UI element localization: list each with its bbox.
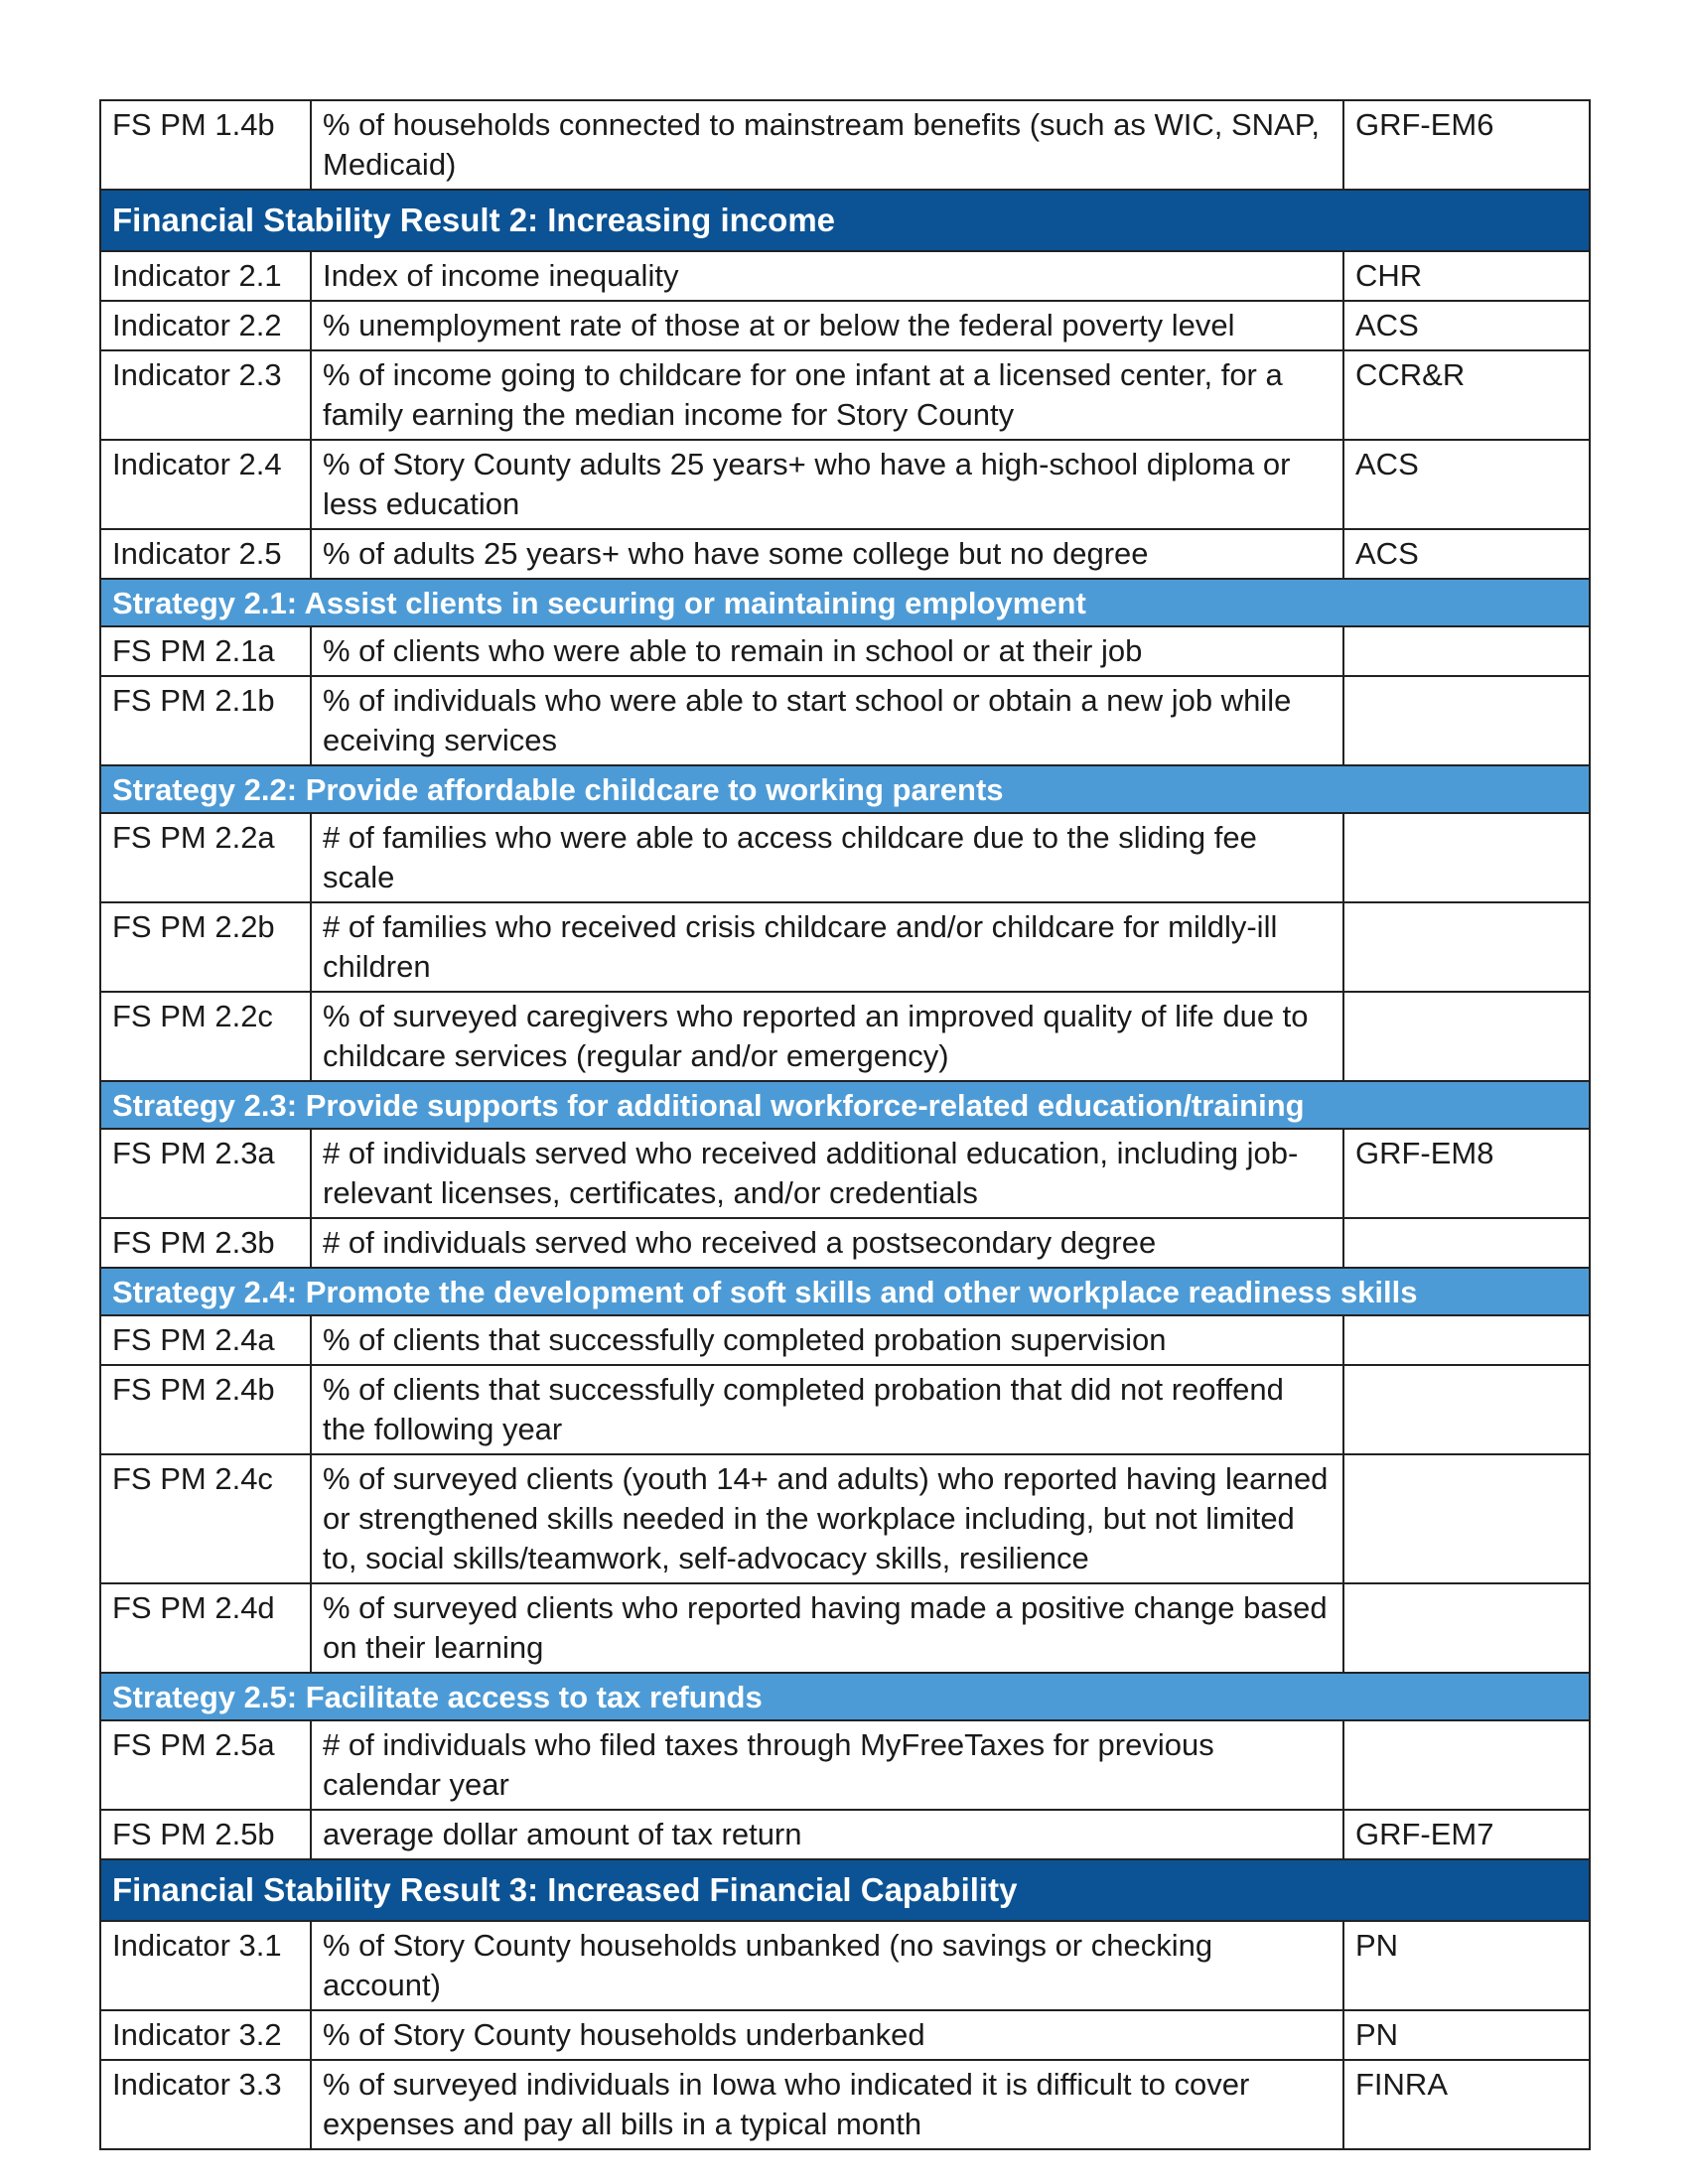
measure-id-cell: Indicator 2.2 (100, 301, 311, 350)
measure-description-cell: % of Story County households underbanked (311, 2010, 1343, 2060)
measure-id-cell: Indicator 3.3 (100, 2060, 311, 2149)
table-row (100, 2010, 1590, 2060)
measure-description-cell: # of families who were able to access childcare due to the sliding fee scale (311, 813, 1343, 902)
result-title: Financial Stability Result 3: Increased Financial Capability (100, 1859, 1590, 1921)
table-row (100, 350, 1590, 440)
data-source-cell: ACS (1343, 301, 1590, 350)
measure-id-cell: FS PM 2.4b (100, 1365, 311, 1454)
measure-id-cell: FS PM 2.2a (100, 813, 311, 902)
table-row (100, 251, 1590, 301)
data-source-cell: ACS (1343, 529, 1590, 579)
table-row (100, 813, 1590, 902)
measure-id-cell: Indicator 2.3 (100, 350, 311, 440)
measure-description-cell: % unemployment rate of those at or below the federal poverty level (311, 301, 1343, 350)
measure-id-cell: Indicator 3.1 (100, 1921, 311, 2010)
data-source-cell (1343, 1315, 1590, 1365)
data-source-cell: GRF-EM8 (1343, 1129, 1590, 1218)
measure-id-cell: FS PM 1.4b (100, 100, 311, 190)
measure-description-cell: % of surveyed clients who reported having made a positive change based on their learning (311, 1583, 1343, 1673)
measure-id-cell: FS PM 2.4a (100, 1315, 311, 1365)
table-row (100, 1129, 1590, 1218)
table-row (100, 1365, 1590, 1454)
data-source-cell: FINRA (1343, 2060, 1590, 2149)
measure-id-cell: Indicator 2.4 (100, 440, 311, 529)
data-source-cell: PN (1343, 2010, 1590, 2060)
table-row (100, 1315, 1590, 1365)
measure-id-cell: FS PM 2.5a (100, 1720, 311, 1810)
measure-id-cell: Indicator 3.2 (100, 2010, 311, 2060)
table-row (100, 1720, 1590, 1810)
measure-description-cell: Index of income inequality (311, 251, 1343, 301)
table-row (100, 676, 1590, 765)
table-row (100, 626, 1590, 676)
strategy-header-row (100, 1268, 1590, 1315)
measure-description-cell: % of adults 25 years+ who have some college but no degree (311, 529, 1343, 579)
result-header-row (100, 190, 1590, 251)
measure-description-cell: % of clients that successfully completed probation supervision (311, 1315, 1343, 1365)
table-row (100, 1454, 1590, 1583)
table-row (100, 1921, 1590, 2010)
table-row (100, 902, 1590, 992)
measure-id-cell: FS PM 2.2b (100, 902, 311, 992)
measure-description-cell: % of individuals who were able to start school or obtain a new job while eceiving services (311, 676, 1343, 765)
data-source-cell (1343, 1218, 1590, 1268)
measure-description-cell: % of clients who were able to remain in school or at their job (311, 626, 1343, 676)
data-source-cell (1343, 902, 1590, 992)
table-row (100, 1583, 1590, 1673)
data-source-cell (1343, 992, 1590, 1081)
data-source-cell: CCR&R (1343, 350, 1590, 440)
data-source-cell (1343, 1583, 1590, 1673)
data-source-cell: GRF-EM7 (1343, 1810, 1590, 1859)
measure-description-cell: # of individuals served who received a postsecondary degree (311, 1218, 1343, 1268)
data-source-cell: CHR (1343, 251, 1590, 301)
measure-description-cell: # of individuals who filed taxes through MyFreeTaxes for previous calendar year (311, 1720, 1343, 1810)
measures-table-body (100, 100, 1590, 2149)
measure-description-cell: % of Story County households unbanked (no savings or checking account) (311, 1921, 1343, 2010)
strategy-title: Strategy 2.3: Provide supports for additional workforce-related education/training (100, 1081, 1590, 1129)
measure-id-cell: FS PM 2.4d (100, 1583, 311, 1673)
result-header-row (100, 1859, 1590, 1921)
strategy-title: Strategy 2.1: Assist clients in securing or maintaining employment (100, 579, 1590, 626)
measure-id-cell: FS PM 2.1b (100, 676, 311, 765)
measure-id-cell: FS PM 2.5b (100, 1810, 311, 1859)
data-source-cell (1343, 1365, 1590, 1454)
strategy-header-row (100, 765, 1590, 813)
measures-table (99, 99, 1591, 2150)
strategy-header-row (100, 1081, 1590, 1129)
measure-id-cell: FS PM 2.3b (100, 1218, 311, 1268)
measure-id-cell: Indicator 2.1 (100, 251, 311, 301)
result-title: Financial Stability Result 2: Increasing income (100, 190, 1590, 251)
measure-description-cell: # of individuals served who received additional education, including job-relevant licenses, certificates, and/or credentials (311, 1129, 1343, 1218)
measure-description-cell: # of families who received crisis childcare and/or childcare for mildly-ill children (311, 902, 1343, 992)
strategy-header-row (100, 1673, 1590, 1720)
table-row (100, 100, 1590, 190)
data-source-cell (1343, 626, 1590, 676)
table-row (100, 2060, 1590, 2149)
data-source-cell (1343, 676, 1590, 765)
strategy-header-row (100, 579, 1590, 626)
measure-id-cell: FS PM 2.3a (100, 1129, 311, 1218)
measure-description-cell: % of clients that successfully completed probation that did not reoffend the following year (311, 1365, 1343, 1454)
measure-description-cell: average dollar amount of tax return (311, 1810, 1343, 1859)
data-source-cell (1343, 1720, 1590, 1810)
data-source-cell: GRF-EM6 (1343, 100, 1590, 190)
strategy-title: Strategy 2.4: Promote the development of soft skills and other workplace readiness skills (100, 1268, 1590, 1315)
measure-description-cell: % of Story County adults 25 years+ who have a high-school diploma or less education (311, 440, 1343, 529)
measure-id-cell: FS PM 2.1a (100, 626, 311, 676)
table-row (100, 529, 1590, 579)
measure-description-cell: % of households connected to mainstream benefits (such as WIC, SNAP, Medicaid) (311, 100, 1343, 190)
measure-description-cell: % of surveyed individuals in Iowa who indicated it is difficult to cover expenses and pay all bills in a typical month (311, 2060, 1343, 2149)
data-source-cell (1343, 813, 1590, 902)
measure-description-cell: % of surveyed clients (youth 14+ and adults) who reported having learned or strengthened skills needed in the workplace including, but not limited to, social skills/teamwork, self-advocacy skills, resilience (311, 1454, 1343, 1583)
data-source-cell: ACS (1343, 440, 1590, 529)
table-row (100, 1810, 1590, 1859)
measure-description-cell: % of income going to childcare for one infant at a licensed center, for a family earning the median income for Story County (311, 350, 1343, 440)
table-row (100, 992, 1590, 1081)
data-source-cell (1343, 1454, 1590, 1583)
table-row (100, 301, 1590, 350)
strategy-title: Strategy 2.5: Facilitate access to tax refunds (100, 1673, 1590, 1720)
data-source-cell: PN (1343, 1921, 1590, 2010)
table-row (100, 440, 1590, 529)
measure-description-cell: % of surveyed caregivers who reported an improved quality of life due to childcare services (regular and/or emergency) (311, 992, 1343, 1081)
measure-id-cell: FS PM 2.2c (100, 992, 311, 1081)
measure-id-cell: Indicator 2.5 (100, 529, 311, 579)
strategy-title: Strategy 2.2: Provide affordable childcare to working parents (100, 765, 1590, 813)
measure-id-cell: FS PM 2.4c (100, 1454, 311, 1583)
table-row (100, 1218, 1590, 1268)
